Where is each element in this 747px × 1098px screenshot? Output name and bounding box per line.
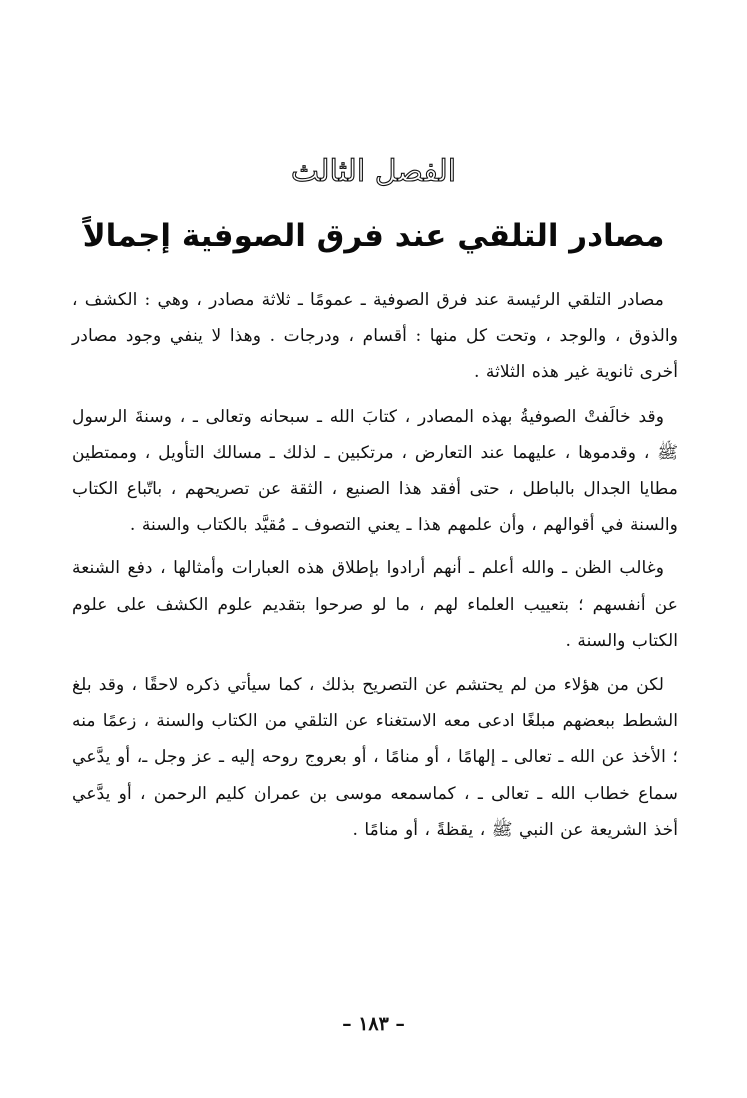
paragraph-1: مصادر التلقي الرئيسة عند فرق الصوفية ـ عمومًا ـ ثلاثة مصادر ، وهي : الكشف ، والذوق ، والوجد ، وتحت كل منها : أقسام ، ودرجات . وهذا لا ينفي وجود مصادر أخرى ثانوية غير هذه الثلاثة . [72, 290, 678, 383]
page-number: – ١٨٣ – [342, 1013, 405, 1035]
paragraph-3: وغالب الظن ـ والله أعلم ـ أنهم أرادوا بإطلاق هذه العبارات وأمثالها ، دفع الشنعة عن أنفسهم ؛ بتعييب العلماء لهم ، ما لو صرحوا بتقديم علوم الكشف على علوم الكتاب والسنة . [72, 558, 678, 651]
chapter-title: مصادر التلقي عند فرق الصوفية إجمالاً [82, 218, 665, 254]
chapter-heading: الفصل الثالث [290, 154, 457, 189]
paragraph-4: لكن من هؤلاء من لم يحتشم عن التصريح بذلك ، كما سيأتي ذكره لاحقًا ، وقد بلغ الشطط ببعضهم مبلغًا ادعى معه الاستغناء عن التلقي من الكتاب والسنة ، زعمًا منه ؛ الأخذ عن الله ـ تعالى ـ إلهامًا ، أو منامًا ، أو بعروج روحه إليه ـ عز وجل ـ، أو يدَّعي سماع خطاب الله ـ تعالى ـ ، كماسمعه موسى بن عمران كليم الرحمن ، أو يدَّعي أخذ الشريعة عن النبي ﷺ ، يقظةً ، أو منامًا . [72, 675, 678, 840]
body-text [72, 282, 678, 856]
paragraph-2: وقد خالَفتْ الصوفيةُ بهذه المصادر ، كتابَ الله ـ سبحانه وتعالى ـ ، وسنةَ الرسول ﷺ ، وقدموها ، عليهما عند التعارض ، مرتكبين ـ لذلك ـ مسالك التأويل ، وممتطين مطايا الجدال بالباطل ، حتى أفقد هذا الصنيع ، الثقة عن تصريحهم ، باتّباع الكتاب والسنة في أقوالهم ، وأن علمهم هذا ـ يعني التصوف ـ مُقيَّد بالكتاب والسنة . [72, 406, 678, 536]
